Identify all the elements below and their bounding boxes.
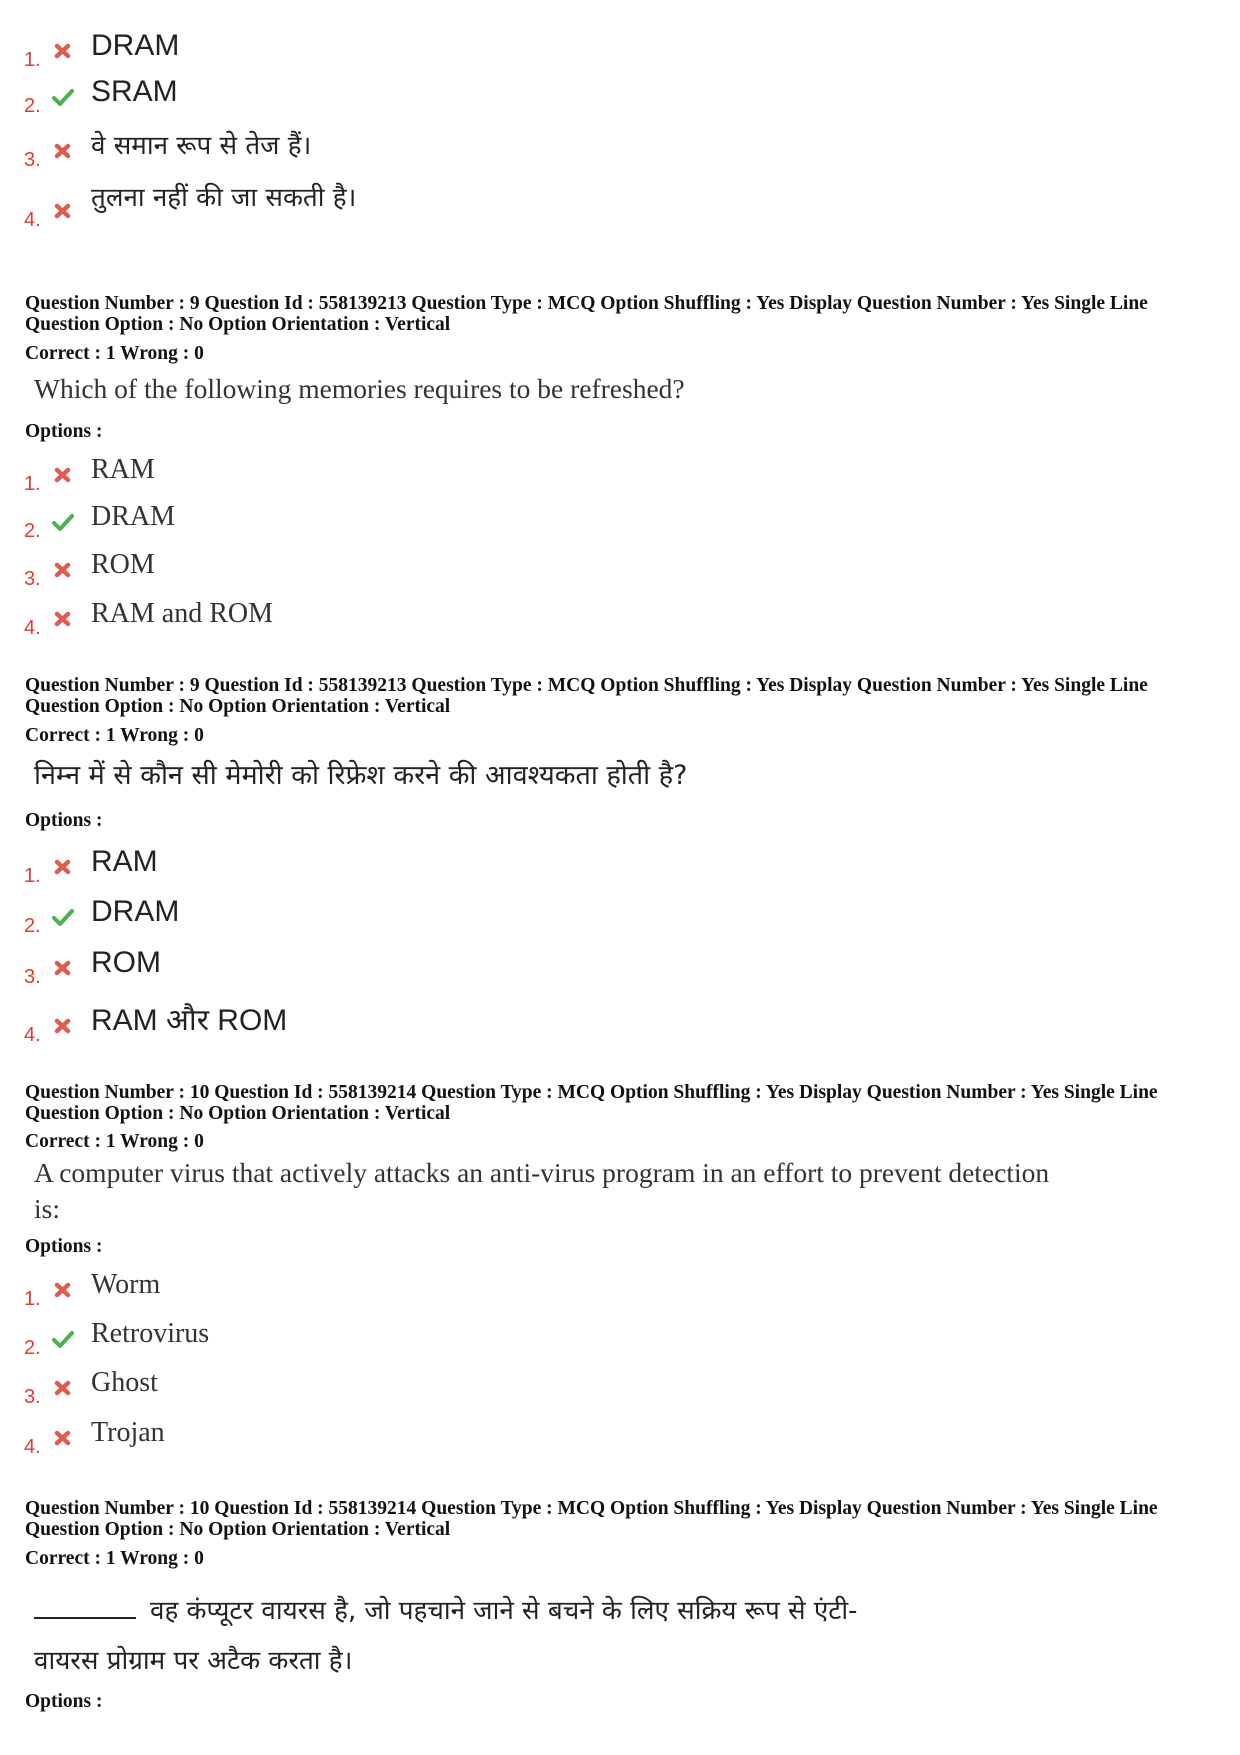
option-text: तुलना नहीं की जा सकती है। (91, 183, 357, 213)
wrong-icon (52, 200, 74, 222)
correct-wrong: Correct : 1 Wrong : 0 (25, 725, 204, 746)
wrong-icon (52, 140, 74, 162)
option-text: DRAM (91, 29, 180, 62)
option-text: Retrovirus (91, 1318, 210, 1349)
check-icon (52, 511, 74, 533)
option-text: SRAM (91, 75, 178, 108)
question-text: A computer virus that actively attacks an anti-virus program in an effort to prevent detection is: (34, 1157, 1050, 1224)
option-row (0, 545, 1240, 593)
option-number: 3. (24, 966, 41, 988)
option-text: DRAM (91, 501, 176, 532)
options-label: Options : (25, 1236, 103, 1257)
option-row (0, 892, 1240, 940)
option-number: 2. (24, 520, 41, 542)
wrong-icon (52, 1427, 74, 1449)
option-number: 1. (24, 865, 41, 887)
question-meta: Question Number : 10 Question Id : 558139214 Question Type : MCQ Option Shuffling : Yes Display Question Number : Yes Single Line Question Option : No Option Orientation : Vertical (25, 1082, 1158, 1124)
option-text: ROM (91, 549, 155, 580)
option-number: 2. (24, 915, 41, 937)
wrong-icon (52, 40, 74, 62)
option-row (0, 1413, 1240, 1461)
wrong-icon (52, 1279, 74, 1301)
option-number: 3. (24, 568, 41, 590)
option-text: RAM और ROM (91, 1004, 288, 1037)
wrong-icon (52, 1015, 74, 1037)
wrong-icon (52, 1377, 74, 1399)
options-label: Options : (25, 421, 103, 442)
wrong-icon (52, 559, 74, 581)
option-row (0, 72, 1240, 120)
option-row (0, 594, 1240, 642)
question-text (34, 1586, 1174, 1686)
option-number: 4. (24, 209, 41, 231)
option-row (0, 126, 1240, 174)
question-line-1: वह कंप्यूटर वायरस है, जो पहचाने जाने से बचने के लिए सक्रिय रूप से एंटी- (150, 1596, 858, 1626)
option-number: 1. (24, 1288, 41, 1310)
option-text: ROM (91, 946, 161, 979)
option-number: 1. (24, 473, 41, 495)
question-line-2: वायरस प्रोग्राम पर अटैक करता है। (34, 1646, 353, 1676)
option-number: 3. (24, 149, 41, 171)
wrong-icon (52, 608, 74, 630)
check-icon (52, 1328, 74, 1350)
option-number: 2. (24, 95, 41, 117)
question-meta: Question Number : 9 Question Id : 558139213 Question Type : MCQ Option Shuffling : Yes Display Question Number : Yes Single Line Question Option : No Option Orientation : Vertical (25, 675, 1148, 717)
check-icon (52, 906, 74, 928)
options-label: Options : (25, 810, 103, 831)
option-text: वे समान रूप से तेज हैं। (91, 131, 312, 161)
option-row (0, 183, 1240, 234)
answer-blank (34, 1617, 136, 1619)
check-icon (52, 86, 74, 108)
option-number: 4. (24, 1436, 41, 1458)
question-text: Which of the following memories requires to be refreshed? (34, 373, 685, 404)
option-number: 2. (24, 1337, 41, 1359)
options-label: Options : (25, 1691, 103, 1712)
option-row (0, 1001, 1240, 1049)
question-meta: Question Number : 9 Question Id : 558139213 Question Type : MCQ Option Shuffling : Yes Display Question Number : Yes Single Line Question Option : No Option Orientation : Vertical (25, 293, 1148, 335)
question-text: निम्न में से कौन सी मेमोरी को रिफ्रेश करने की आवश्यकता होती है? (34, 760, 688, 791)
option-row (0, 26, 1240, 74)
wrong-icon (52, 856, 74, 878)
option-number: 4. (24, 1024, 41, 1046)
correct-wrong: Correct : 1 Wrong : 0 (25, 1131, 204, 1152)
option-text: DRAM (91, 895, 180, 928)
wrong-icon (52, 957, 74, 979)
option-row (0, 1314, 1240, 1362)
correct-wrong: Correct : 1 Wrong : 0 (25, 1548, 204, 1569)
option-number: 1. (24, 49, 41, 71)
option-row (0, 1363, 1240, 1411)
option-row (0, 842, 1240, 890)
option-number: 4. (24, 617, 41, 639)
option-text: Worm (91, 1269, 161, 1300)
option-number: 3. (24, 1386, 41, 1408)
correct-wrong: Correct : 1 Wrong : 0 (25, 343, 204, 364)
option-row (0, 943, 1240, 991)
option-text: RAM (91, 454, 155, 485)
option-text: Trojan (91, 1417, 165, 1448)
question-meta: Question Number : 10 Question Id : 558139214 Question Type : MCQ Option Shuffling : Yes Display Question Number : Yes Single Line Question Option : No Option Orientation : Vertical (25, 1498, 1158, 1540)
option-row (0, 450, 1240, 498)
option-text: RAM and ROM (91, 598, 274, 629)
option-row (0, 1265, 1240, 1313)
option-row (0, 497, 1240, 545)
option-text: Ghost (91, 1367, 158, 1398)
option-text: RAM (91, 845, 158, 878)
wrong-icon (52, 464, 74, 486)
